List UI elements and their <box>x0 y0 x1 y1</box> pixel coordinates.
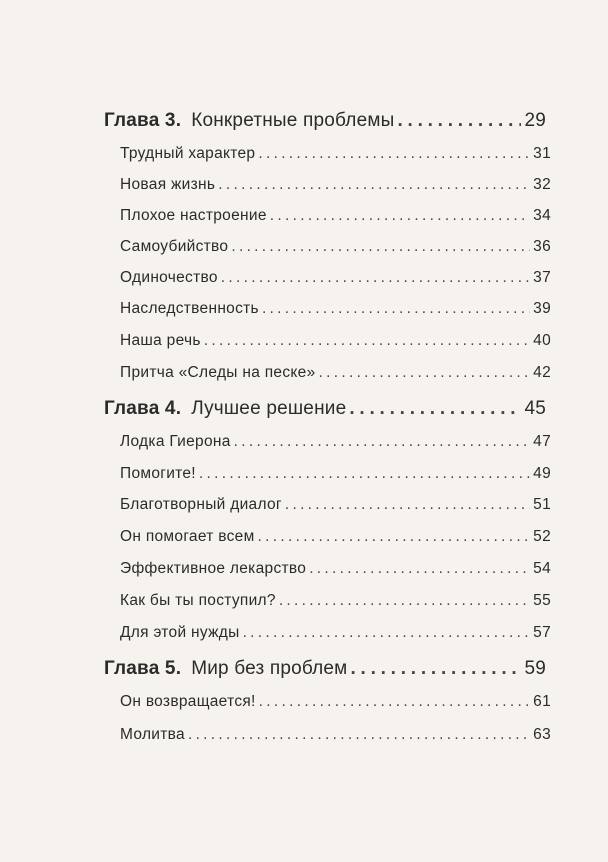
entry-page-number: 55 <box>533 592 551 609</box>
entry-title: Он возвращается! <box>120 693 256 710</box>
toc-entry <box>120 238 551 256</box>
entry-page-number: 49 <box>533 465 551 482</box>
toc-entry <box>120 528 551 546</box>
chapter-title: Конкретные проблемы <box>191 110 395 131</box>
dot-leader <box>243 624 531 642</box>
entry-page-number: 32 <box>533 176 551 193</box>
dot-leader <box>221 269 530 287</box>
toc-chapter-5 <box>104 658 546 680</box>
dot-leader <box>262 300 530 318</box>
chapter-label: Глава 3. <box>104 110 182 131</box>
entry-page-number: 47 <box>533 433 551 450</box>
entry-title: Эффективное лекарство <box>120 560 307 577</box>
dot-leader <box>397 110 521 132</box>
dot-leader <box>199 465 530 483</box>
dot-leader <box>188 726 530 744</box>
entry-title: Самоубийство <box>120 238 229 255</box>
dot-leader <box>234 433 530 451</box>
dot-leader <box>349 398 521 420</box>
dot-leader <box>231 238 530 256</box>
toc-entry <box>120 693 551 711</box>
dot-leader <box>218 176 530 194</box>
entry-title: Одиночество <box>120 269 218 286</box>
toc-entry <box>120 592 551 610</box>
entry-page-number: 61 <box>533 693 551 710</box>
toc-entry <box>120 207 551 225</box>
entry-title: Он помогает всем <box>120 528 255 545</box>
entry-title: Лодка Гиерона <box>120 433 231 450</box>
entry-page-number: 40 <box>533 332 551 349</box>
entry-title: Плохое настроение <box>120 207 267 224</box>
entry-title: Помогите! <box>120 465 196 482</box>
toc-entry <box>120 332 551 350</box>
toc-entry <box>120 176 551 194</box>
entry-page-number: 57 <box>533 624 551 641</box>
entry-page-number: 31 <box>533 145 551 162</box>
dot-leader <box>258 145 530 163</box>
toc-entry <box>120 465 551 483</box>
entry-title: Новая жизнь <box>120 176 216 193</box>
toc-entry <box>120 433 551 451</box>
entry-page-number: 36 <box>533 238 551 255</box>
entry-page-number: 34 <box>533 207 551 224</box>
entry-page-number: 54 <box>533 560 551 577</box>
chapter-page-number: 45 <box>524 398 546 419</box>
dot-leader <box>270 207 530 225</box>
chapter-label: Глава 4. <box>104 398 182 419</box>
toc-entry <box>120 560 551 578</box>
toc-chapter-3 <box>104 110 546 132</box>
dot-leader <box>309 560 530 578</box>
chapter-page-number: 29 <box>524 110 546 131</box>
toc-entry <box>120 624 551 642</box>
toc-entry <box>120 269 551 287</box>
chapter-title: Лучшее решение <box>191 398 347 419</box>
entry-title: Наследственность <box>120 300 259 317</box>
chapter-label: Глава 5. <box>104 658 182 679</box>
toc-chapter-4 <box>104 398 546 420</box>
dot-leader <box>279 592 530 610</box>
entry-title: Притча «Следы на песке» <box>120 364 316 381</box>
dot-leader <box>258 528 531 546</box>
toc-entry <box>120 726 551 744</box>
entry-page-number: 63 <box>533 726 551 743</box>
entry-page-number: 37 <box>533 269 551 286</box>
dot-leader <box>204 332 530 350</box>
dot-leader <box>319 364 531 382</box>
entry-title: Трудный характер <box>120 145 256 162</box>
toc-entry <box>120 364 551 382</box>
entry-page-number: 39 <box>533 300 551 317</box>
toc-entry <box>120 300 551 318</box>
chapter-title: Мир без проблем <box>191 658 348 679</box>
dot-leader <box>285 496 530 514</box>
entry-title: Для этой нужды <box>120 624 240 641</box>
entry-page-number: 42 <box>533 364 551 381</box>
entry-page-number: 52 <box>533 528 551 545</box>
dot-leader <box>350 658 521 680</box>
entry-page-number: 51 <box>533 496 551 513</box>
entry-title: Как бы ты поступил? <box>120 592 276 609</box>
entry-title: Молитва <box>120 726 185 743</box>
entry-title: Наша речь <box>120 332 201 349</box>
toc-entry <box>120 496 551 514</box>
dot-leader <box>259 693 530 711</box>
toc-entry <box>120 145 551 163</box>
entry-title: Благотворный диалог <box>120 496 282 513</box>
chapter-page-number: 59 <box>524 658 546 679</box>
